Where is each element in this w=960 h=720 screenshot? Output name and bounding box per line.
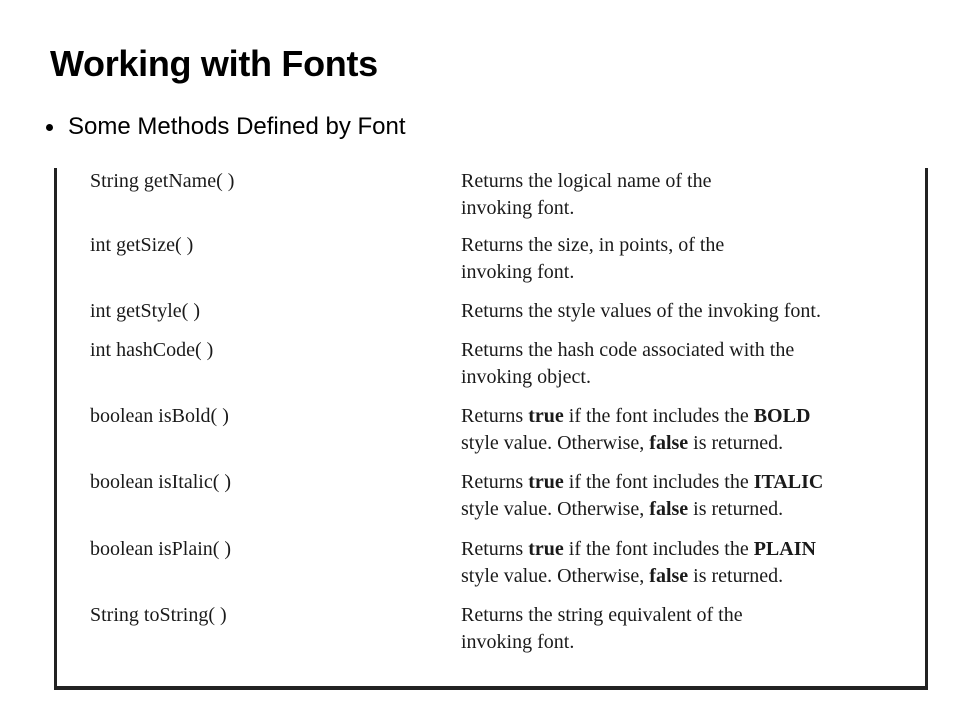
method-signature: boolean isItalic( )	[90, 471, 232, 493]
method-signature: String toString( )	[90, 604, 227, 626]
constant-name: BOLD	[753, 405, 811, 427]
description-line	[461, 430, 921, 457]
method-signature: boolean isBold( )	[90, 405, 229, 427]
description-line	[461, 496, 921, 523]
description-line	[461, 536, 921, 563]
method-signature: int hashCode( )	[90, 339, 214, 361]
bullet-text: Some Methods Defined by Font	[68, 113, 406, 140]
description-line	[461, 469, 921, 496]
desc-text: if the font includes the	[563, 405, 754, 427]
bullet-dot-icon	[46, 124, 53, 131]
methods-table	[54, 168, 928, 690]
method-description	[461, 168, 921, 222]
description-line: invoking font.	[461, 631, 575, 653]
keyword-true: true	[528, 405, 564, 427]
desc-text: Returns	[461, 538, 529, 560]
desc-text: style value. Otherwise,	[461, 565, 650, 587]
description-line: invoking font.	[461, 197, 575, 219]
method-description	[461, 232, 921, 286]
constant-name: ITALIC	[753, 471, 824, 493]
description-line: Returns the logical name of the	[461, 170, 712, 192]
method-description	[461, 337, 921, 391]
desc-text: style value. Otherwise,	[461, 432, 650, 454]
method-signature: int getStyle( )	[90, 300, 200, 322]
desc-text: if the font includes the	[563, 538, 754, 560]
description-line: Returns the style values of the invoking font.	[461, 300, 821, 322]
method-description	[461, 298, 921, 325]
method-signature: boolean isPlain( )	[90, 538, 232, 560]
keyword-true: true	[528, 538, 564, 560]
desc-text: is returned.	[688, 498, 784, 520]
description-line	[461, 563, 921, 590]
method-description	[461, 602, 921, 656]
description-line: invoking object.	[461, 366, 591, 388]
desc-text: Returns	[461, 405, 529, 427]
description-line	[461, 403, 921, 430]
keyword-false: false	[649, 565, 689, 587]
desc-text: if the font includes the	[563, 471, 754, 493]
description-line: Returns the size, in points, of the	[461, 234, 725, 256]
method-description	[461, 403, 921, 457]
description-line: Returns the hash code associated with the	[461, 339, 795, 361]
desc-text: is returned.	[688, 565, 784, 587]
description-line: invoking font.	[461, 261, 575, 283]
method-signature: String getName( )	[90, 170, 235, 192]
desc-text: style value. Otherwise,	[461, 498, 650, 520]
method-description	[461, 536, 921, 590]
desc-text: is returned.	[688, 432, 784, 454]
desc-text: Returns	[461, 471, 529, 493]
keyword-false: false	[649, 432, 689, 454]
keyword-true: true	[528, 471, 564, 493]
method-signature: int getSize( )	[90, 234, 194, 256]
description-line: Returns the string equivalent of the	[461, 604, 743, 626]
slide-title: Working with Fonts	[50, 43, 378, 84]
constant-name: PLAIN	[753, 538, 816, 560]
keyword-false: false	[649, 498, 689, 520]
method-description	[461, 469, 921, 523]
bullet-item	[42, 110, 406, 144]
